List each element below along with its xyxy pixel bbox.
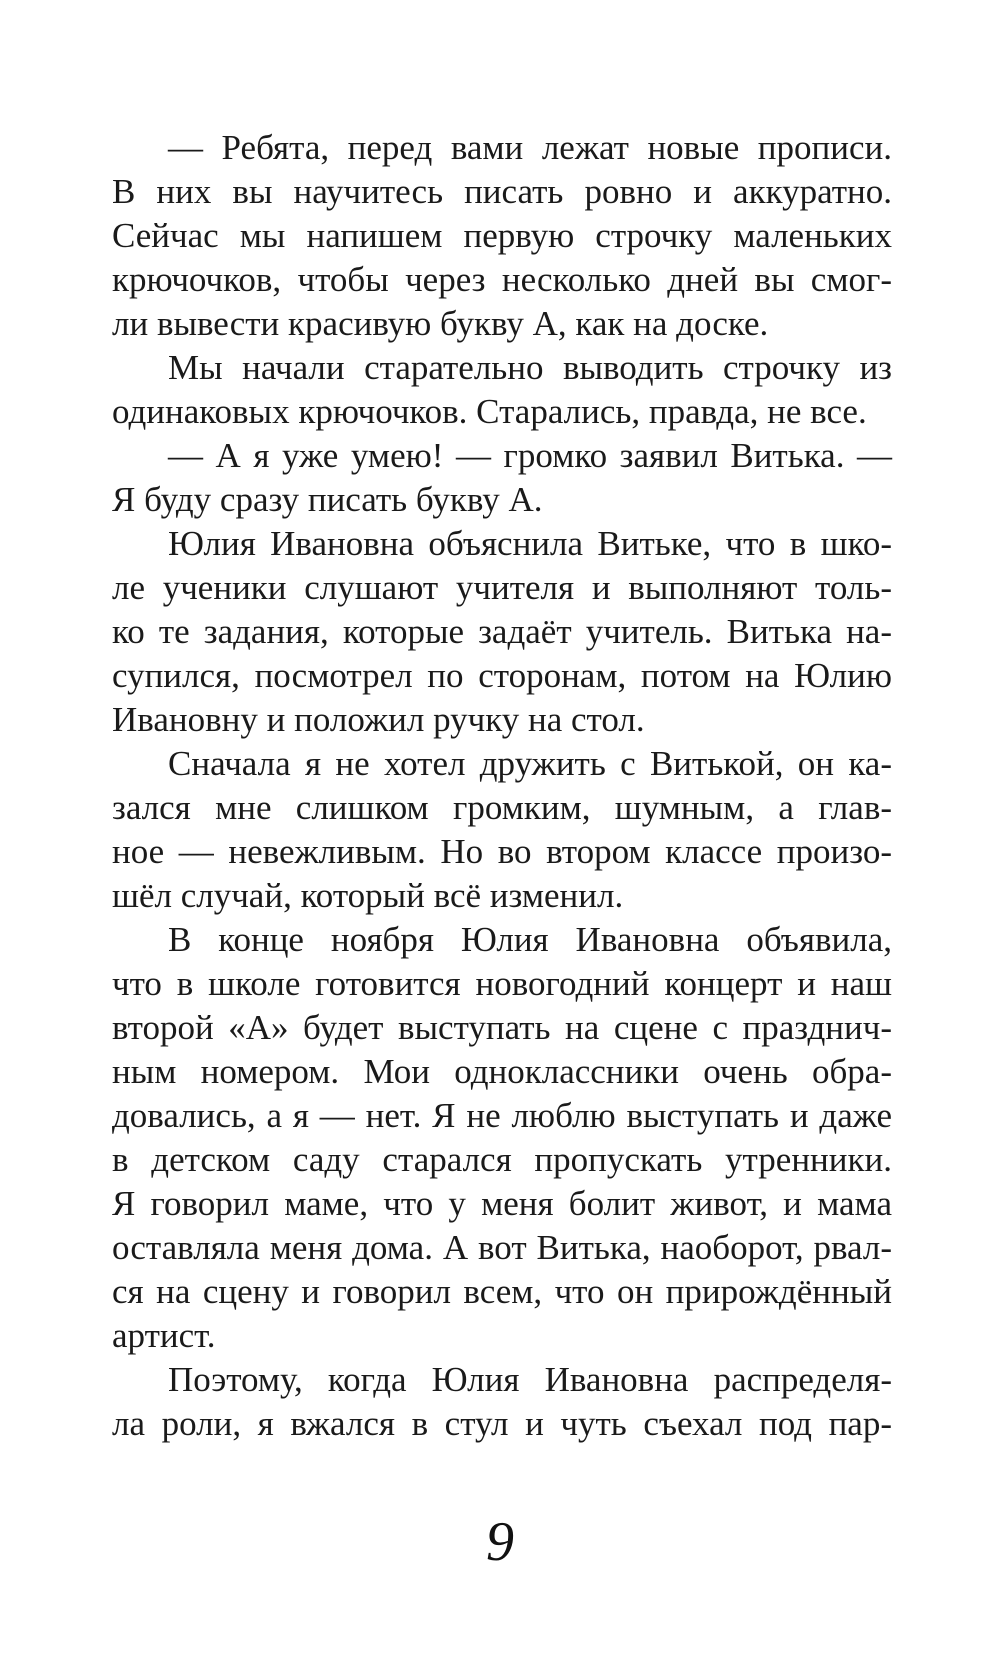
text-line: — Ребята, перед вами лежат новые прописи.	[168, 128, 892, 167]
page-number: 9	[486, 1511, 514, 1573]
text-line: Юлия Ивановна объяснила Витьке, что в шко-	[168, 524, 892, 563]
text-line: В конце ноября Юлия Ивановна объявила,	[168, 920, 892, 959]
text-line: Сначала я не хотел дружить с Витькой, он ка-	[168, 744, 892, 783]
text-line: зался мне слишком громким, шумным, а глав-	[112, 788, 892, 827]
text-line: Сейчас мы напишем первую строчку маленьких	[112, 216, 892, 255]
text-line: довались, а я — нет. Я не люблю выступать и даже	[112, 1096, 892, 1135]
text-line: одинаковых крючочков. Старались, правда, не все.	[112, 392, 867, 431]
text-line: шёл случай, который всё изменил.	[112, 876, 624, 915]
text-line: в детском саду старался пропускать утренники.	[112, 1140, 892, 1179]
text-line: ко те задания, которые задаёт учитель. Витька на-	[112, 612, 892, 651]
text-line: супился, посмотрел по сторонам, потом на Юлию	[112, 656, 892, 695]
text-line: Я говорил маме, что у меня болит живот, и мама	[112, 1184, 892, 1223]
body-text	[112, 126, 892, 1446]
text-line: ла роли, я вжался в стул и чуть съехал под пар-	[112, 1404, 892, 1443]
text-line: крючочков, чтобы через несколько дней вы смог-	[112, 260, 892, 299]
text-line: Мы начали старательно выводить строчку из	[168, 348, 892, 387]
text-line: ное — невежливым. Но во втором классе произо-	[112, 832, 892, 871]
text-line: Я буду сразу писать букву А.	[112, 480, 543, 519]
text-line: оставляла меня дома. А вот Витька, наоборот, рвал-	[112, 1228, 892, 1267]
text-line: ным номером. Мои одноклассники очень обра-	[112, 1052, 892, 1091]
text-line: Ивановну и положил ручку на стол.	[112, 700, 645, 739]
text-line: второй «А» будет выступать на сцене с празднич-	[112, 1008, 892, 1047]
text-line: ле ученики слушают учителя и выполняют толь-	[112, 568, 892, 607]
text-line: артист.	[112, 1316, 216, 1355]
text-line: ли вывести красивую букву А, как на доске.	[112, 304, 769, 343]
text-line: В них вы научитесь писать ровно и аккуратно.	[112, 172, 892, 211]
text-line: что в школе готовится новогодний концерт и наш	[112, 964, 892, 1003]
text-line: ся на сцену и говорил всем, что он прирождённый	[112, 1272, 892, 1311]
text-line: — А я уже умею! — громко заявил Витька. —	[168, 436, 892, 475]
text-line: Поэтому, когда Юлия Ивановна распределя-	[168, 1360, 892, 1399]
